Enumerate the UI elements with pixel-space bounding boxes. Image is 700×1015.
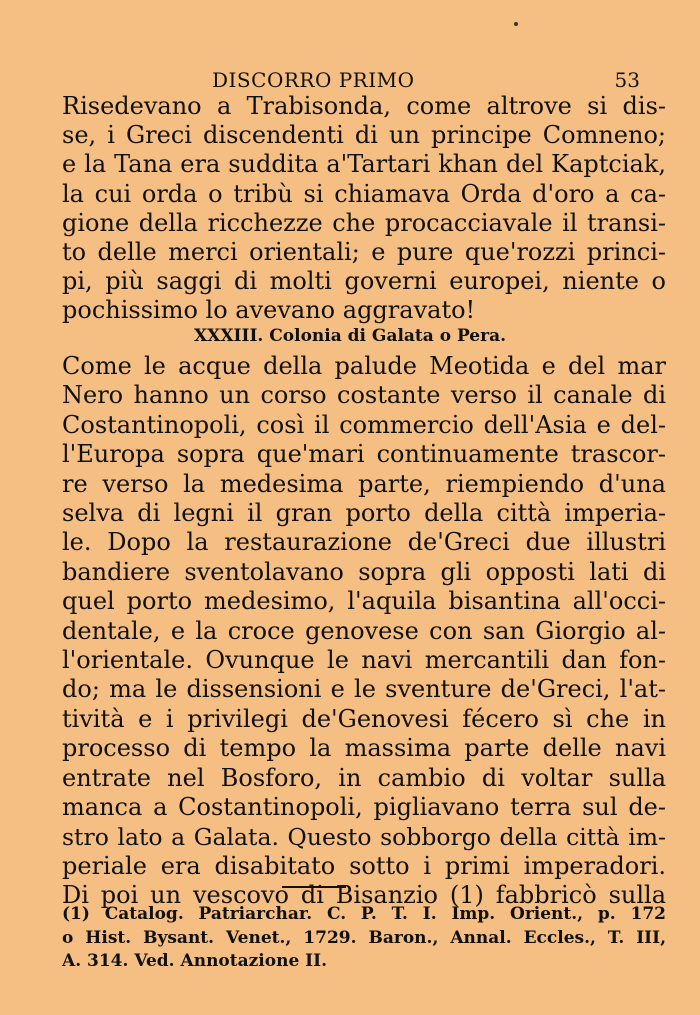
text-line: re verso la medesima parte, riempiendo d'una xyxy=(62,469,666,498)
text-line: stro lato a Galata. Questo sobborgo della città im- xyxy=(62,822,666,851)
running-head: DISCORRO PRIMO xyxy=(212,68,415,92)
text-line: pi, più saggi di molti governi europei, niente o xyxy=(62,267,666,296)
text-line: le. Dopo la restaurazione de'Greci due illustri xyxy=(62,528,666,557)
footnote-line: (1) Catalog. Patriarchar. C. P. T. I. Imp. Orient., p. 172 xyxy=(62,904,666,924)
text-line: bandiere sventolavano sopra gli opposti lati di xyxy=(62,557,666,586)
text-line: tività e i privilegi de'Genovesi fécero sì che in xyxy=(62,704,666,733)
text-line: Risedevano a Trabisonda, come altrove si dis- xyxy=(62,92,666,120)
text-line: l'orientale. Ovunque le navi mercantili dan fon- xyxy=(62,646,666,675)
text-line: se, i Greci discendenti di un principe Comneno; xyxy=(62,121,666,150)
text-line: manca a Costantinopoli, pigliavano terra sul de- xyxy=(62,793,666,822)
text-line: l'Europa sopra que'mari continuamente trascor- xyxy=(62,440,666,469)
ink-speck xyxy=(514,22,518,26)
text-line: Costantinopoli, così il commercio dell'Asia e del- xyxy=(62,410,666,439)
text-line: processo di tempo la massima parte delle navi xyxy=(62,734,666,763)
footnote xyxy=(62,903,666,974)
text-line: to delle merci orientali; e pure que'rozzi princi- xyxy=(62,238,666,267)
text-line: periale era disabitato sotto i primi imperadori. xyxy=(62,851,666,880)
paragraph-2 xyxy=(62,352,666,911)
text-line: do; ma le dissensioni e le sventure de'Greci, l'at- xyxy=(62,675,666,704)
text-line: quel porto medesimo, l'aquila bisantina all'occi- xyxy=(62,587,666,616)
text-line: entrate nel Bosforo, in cambio di voltar sulla xyxy=(62,763,666,792)
text-line: Di poi un vescovo di Bisanzio (1) fabbricò sulla xyxy=(62,881,666,910)
footnote-separator xyxy=(282,886,346,888)
footnote-line: A. 314. Ved. Annotazione II. xyxy=(62,951,328,971)
page-number: 53 xyxy=(614,68,640,92)
text-line: e la Tana era suddita a'Tartari khan del Kaptciak, xyxy=(62,150,666,179)
text-line: dentale, e la croce genovese con san Giorgio al- xyxy=(62,616,666,645)
text-line: pochissimo lo avevano aggravato! xyxy=(62,296,476,325)
text-line: gione della ricchezze che procacciavale il transi- xyxy=(62,208,666,237)
footnote-line: o Hist. Bysant. Venet., 1729. Baron., Annal. Eccles., T. III, xyxy=(62,927,666,948)
text-line: selva di legni il gran porto della città imperia- xyxy=(62,499,666,528)
paragraph-1 xyxy=(62,92,666,326)
text-line: Nero hanno un corso costante verso il canale di xyxy=(62,381,666,410)
text-line: la cui orda o tribù si chiamava Orda d'oro a ca- xyxy=(62,179,666,208)
section-heading: XXXIII. Colonia di Galata o Pera. xyxy=(193,326,507,346)
text-line: Come le acque della palude Meotida e del mar xyxy=(62,352,666,380)
